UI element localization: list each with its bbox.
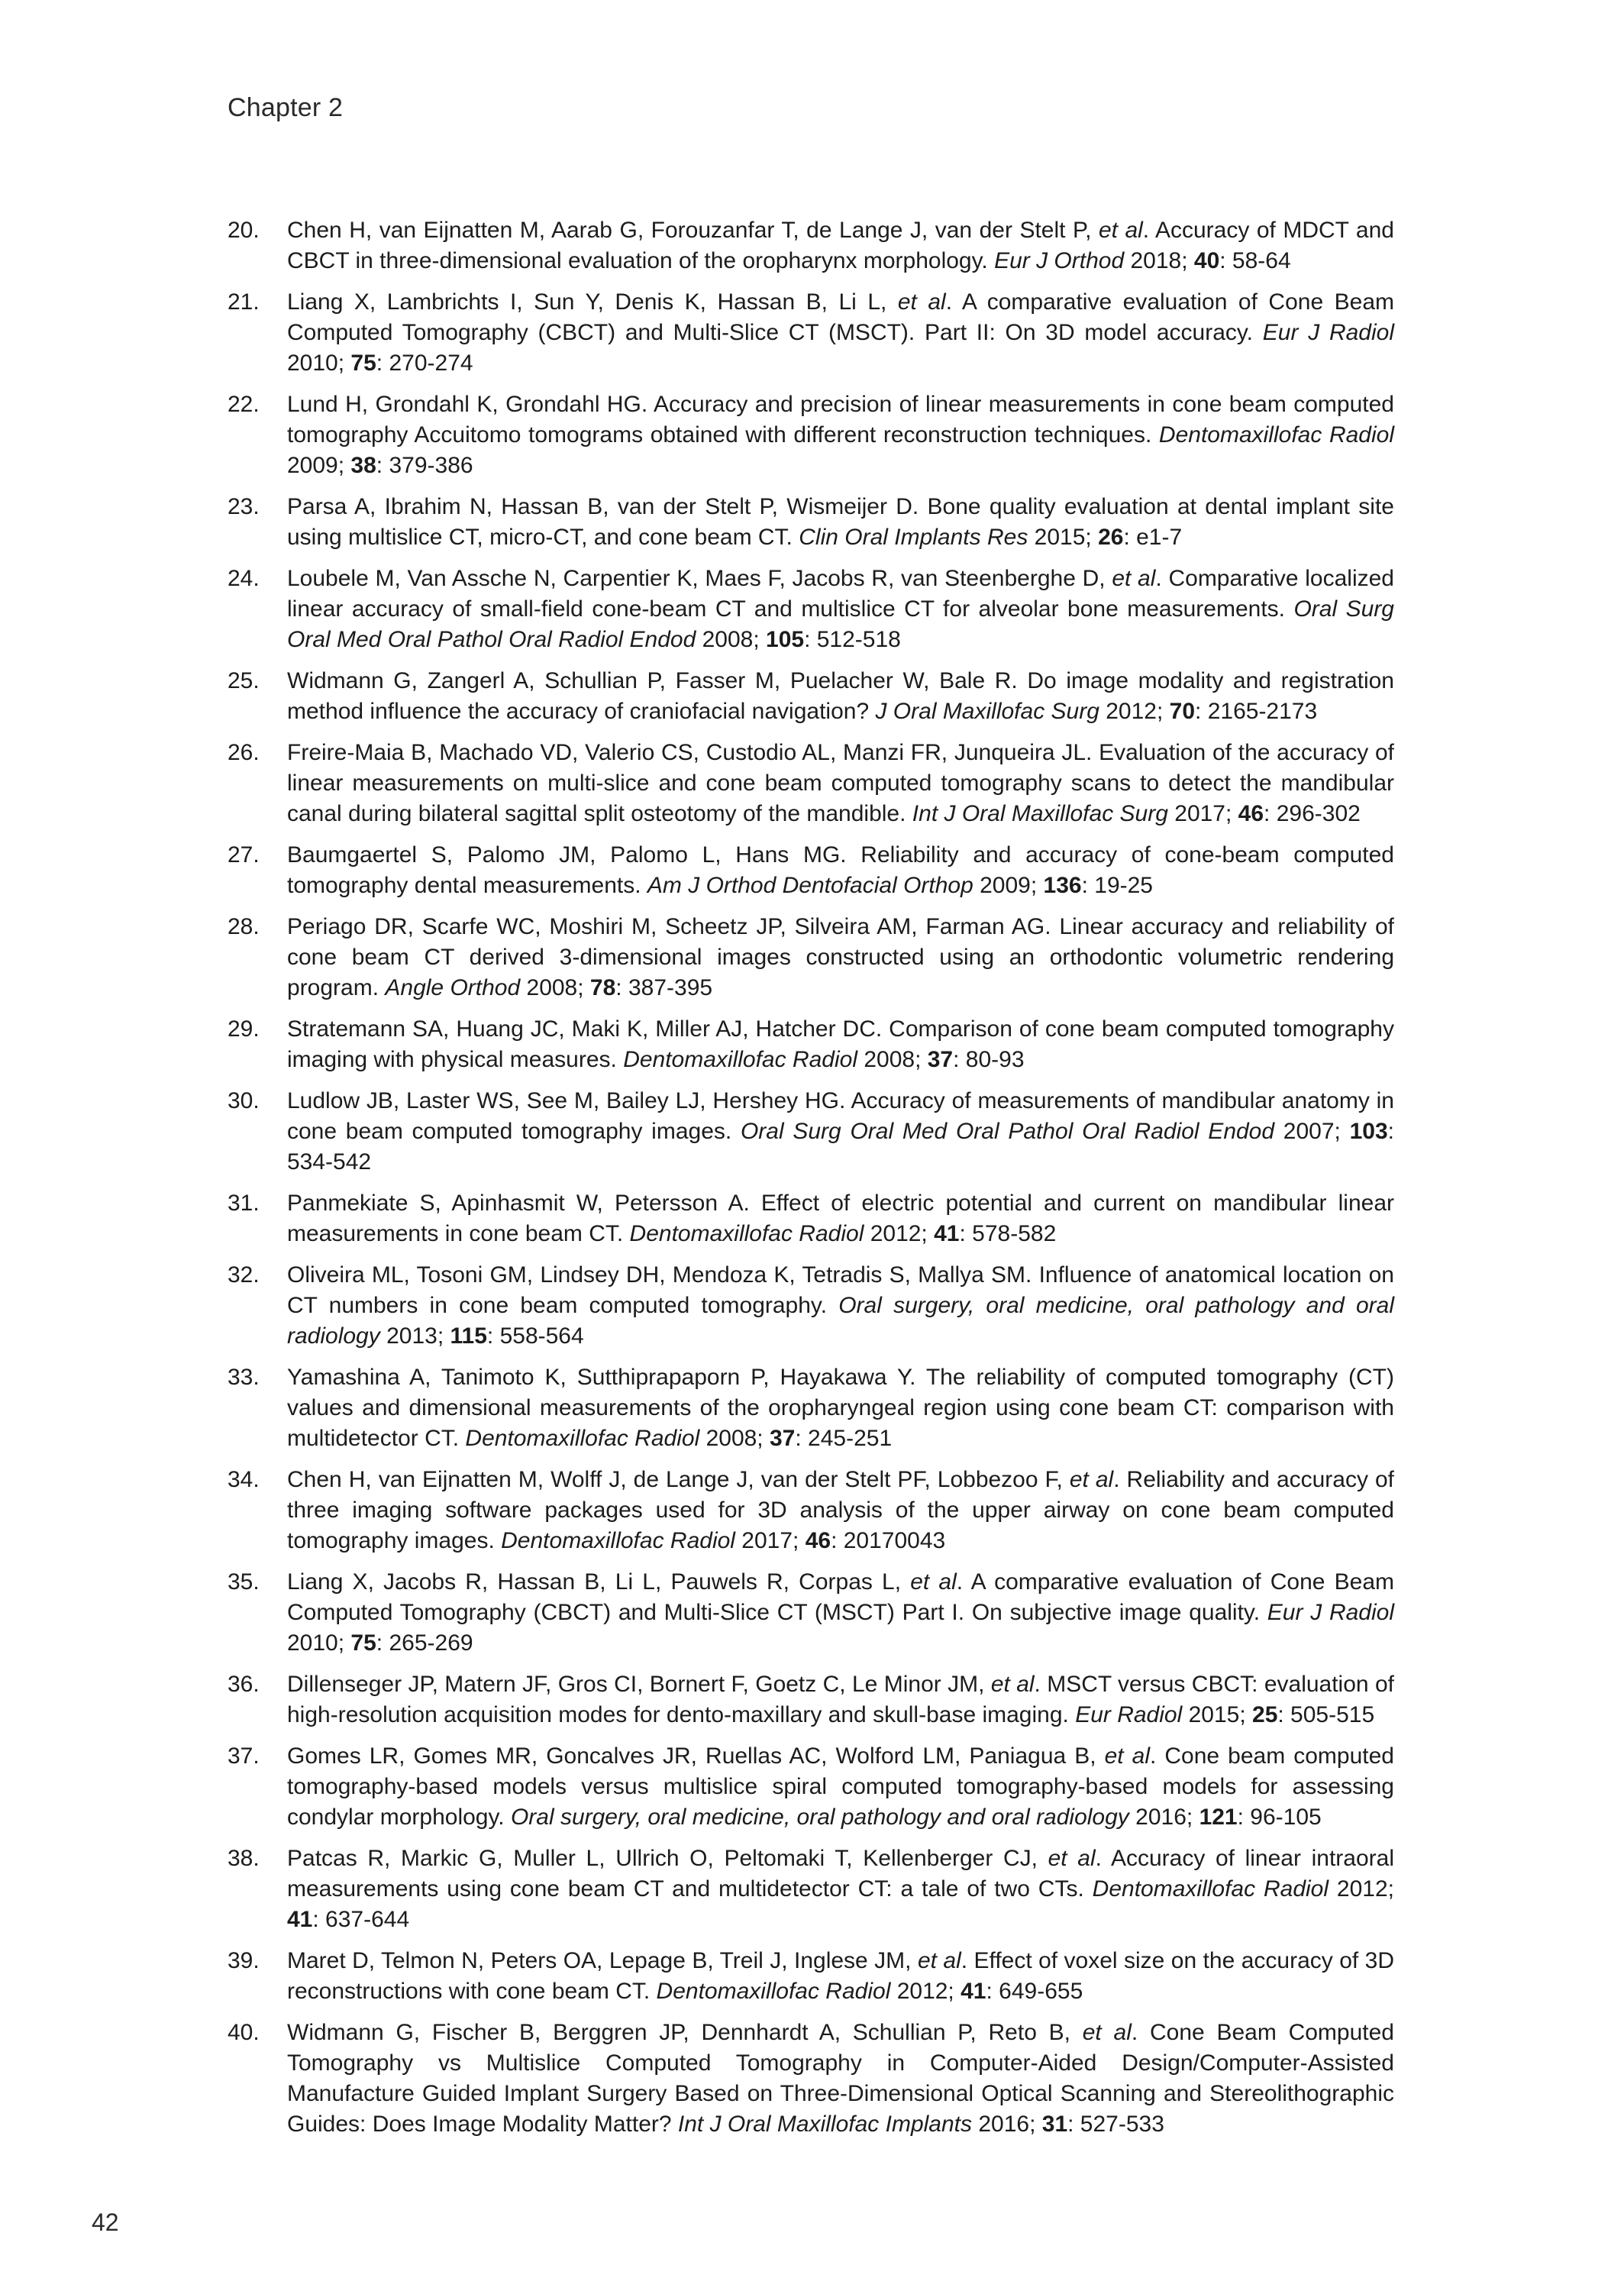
reference-number: 23.	[228, 494, 260, 519]
reference-year: 2015;	[1028, 525, 1099, 550]
reference-item	[228, 287, 1394, 379]
reference-year: 2008;	[699, 1426, 770, 1451]
reference-volume: 115	[450, 1323, 487, 1349]
reference-authors: Liang X, Jacobs R, Hassan B, Li L, Pauwels R, Corpas L,	[287, 1569, 911, 1595]
page-number: 42	[92, 2209, 119, 2236]
reference-etal: et al	[910, 1569, 957, 1595]
reference-volume: 103	[1349, 1119, 1388, 1144]
reference-volume: 78	[589, 975, 616, 1000]
reference-item	[228, 666, 1394, 727]
reference-item	[228, 1188, 1394, 1249]
reference-title: . Effect of voxel size on the accuracy of 3D reconstructions with cone beam CT.	[287, 1948, 1395, 2004]
reference-number: 24.	[228, 566, 260, 591]
reference-item	[228, 1362, 1394, 1454]
reference-item	[228, 738, 1394, 829]
reference-year: 2008;	[857, 1047, 928, 1072]
reference-volume: 75	[350, 351, 376, 376]
reference-pages: : 558-564	[486, 1323, 584, 1349]
reference-item	[228, 840, 1394, 901]
reference-volume: 31	[1041, 2112, 1068, 2137]
reference-authors: Widmann G, Zangerl A, Schullian P, Fasser M, Puelacher W, Bale R. Do image modality and registration method influence the accuracy of craniofacial navigation?	[287, 668, 1394, 724]
reference-authors: Chen H, van Eijnatten M, Aarab G, Forouzanfar T, de Lange J, van der Stelt P,	[287, 218, 1099, 243]
reference-pages: : 505-515	[1277, 1702, 1375, 1727]
reference-pages: : 534-542	[287, 1119, 1394, 1175]
reference-volume: 46	[1238, 801, 1264, 826]
reference-etal: et al	[1104, 1743, 1151, 1769]
reference-volume: 25	[1252, 1702, 1278, 1727]
reference-item	[228, 492, 1394, 553]
reference-year: 2008;	[696, 627, 767, 652]
reference-title: . Accuracy of linear intraoral measurements using cone beam CT and multidetector CT: a tale of two CTs.	[287, 1846, 1394, 1902]
reference-etal: et al	[897, 289, 946, 315]
reference-year: 2008;	[520, 975, 590, 1000]
reference-item	[228, 1014, 1394, 1075]
reference-title: . Cone beam computed tomography-based models versus multislice spiral computed tomography-based models for assessing condylar morphology.	[287, 1743, 1394, 1830]
reference-authors: Parsa A, Ibrahim N, Hassan B, van der Stelt P, Wismeijer D. Bone quality evaluation at dental implant site using multislice CT, micro-CT, and cone beam CT.	[287, 494, 1394, 550]
reference-volume: 75	[350, 1630, 376, 1656]
reference-journal: Angle Orthod	[385, 975, 521, 1000]
reference-pages: : 265-269	[376, 1630, 473, 1656]
reference-journal: J Oral Maxillofac Surg	[875, 699, 1099, 724]
reference-volume: 38	[350, 453, 376, 478]
reference-title: . Reliability and accuracy of three imaging software packages used for 3D analysis of the upper airway on cone beam computed tomography images.	[287, 1467, 1394, 1553]
reference-item	[228, 215, 1394, 276]
reference-number: 28.	[228, 914, 260, 939]
reference-etal: et al	[1048, 1846, 1096, 1871]
reference-year: 2010;	[287, 1630, 351, 1656]
reference-pages: : 270-274	[376, 351, 473, 376]
reference-journal: Dentomaxillofac Radiol	[1158, 422, 1394, 448]
reference-journal: Dentomaxillofac Radiol	[1092, 1876, 1329, 1902]
reference-pages: : 637-644	[312, 1907, 410, 1932]
reference-title: . Accuracy of MDCT and CBCT in three-dimensional evaluation of the oropharynx morphology.	[287, 218, 1394, 273]
reference-etal: et al	[1069, 1467, 1114, 1492]
reference-number: 21.	[228, 289, 260, 315]
reference-journal: Eur Radiol	[1075, 1702, 1183, 1727]
reference-number: 33.	[228, 1365, 260, 1390]
reference-year: 2012;	[1099, 699, 1170, 724]
reference-journal: Dentomaxillofac Radiol	[501, 1528, 735, 1553]
reference-year: 2018;	[1124, 248, 1194, 273]
reference-authors: Gomes LR, Gomes MR, Goncalves JR, Ruellas AC, Wolford LM, Paniagua B,	[287, 1743, 1105, 1769]
reference-volume: 41	[287, 1907, 313, 1932]
reference-item	[228, 1086, 1394, 1178]
reference-volume: 37	[769, 1426, 796, 1451]
reference-year: 2010;	[287, 351, 351, 376]
reference-volume: 46	[805, 1528, 831, 1553]
reference-number: 31.	[228, 1191, 260, 1216]
reference-year: 2012;	[890, 1979, 961, 2004]
reference-year: 2007;	[1274, 1119, 1350, 1144]
reference-year: 2012;	[864, 1221, 935, 1246]
reference-journal: Eur J Radiol	[1262, 320, 1394, 345]
reference-authors: Baumgaertel S, Palomo JM, Palomo L, Hans MG. Reliability and accuracy of cone-beam computed tomography dental measurements.	[287, 842, 1394, 898]
reference-volume: 70	[1169, 699, 1196, 724]
reference-item	[228, 1260, 1394, 1352]
reference-pages: : e1-7	[1123, 525, 1183, 550]
reference-volume: 37	[927, 1047, 954, 1072]
reference-item	[228, 389, 1394, 481]
reference-item	[228, 1669, 1394, 1730]
reference-authors: Liang X, Lambrichts I, Sun Y, Denis K, Hassan B, Li L,	[287, 289, 898, 315]
reference-pages: : 96-105	[1237, 1805, 1322, 1830]
reference-number: 32.	[228, 1262, 260, 1288]
reference-year: 2012;	[1329, 1876, 1394, 1902]
reference-pages: : 20170043	[831, 1528, 946, 1553]
reference-pages: : 649-655	[986, 1979, 1083, 2004]
reference-volume: 26	[1098, 525, 1124, 550]
reference-item	[228, 2018, 1394, 2140]
reference-pages: : 379-386	[376, 453, 473, 478]
reference-journal: Dentomaxillofac Radiol	[623, 1047, 857, 1072]
reference-authors: Periago DR, Scarfe WC, Moshiri M, Scheetz JP, Silveira AM, Farman AG. Linear accuracy and reliability of cone beam CT derived 3-dimensional images constructed using an orthodontic volumetric rendering program.	[287, 914, 1394, 1000]
reference-authors: Oliveira ML, Tosoni GM, Lindsey DH, Mendoza K, Tetradis S, Mallya SM. Influence of anatomical location on CT numbers in cone beam computed tomography.	[287, 1262, 1394, 1318]
reference-etal: et al	[1082, 2020, 1132, 2045]
reference-number: 22.	[228, 392, 260, 417]
reference-pages: : 58-64	[1219, 248, 1291, 273]
reference-number: 29.	[228, 1016, 260, 1042]
reference-volume: 41	[934, 1221, 960, 1246]
reference-pages: : 80-93	[953, 1047, 1025, 1072]
reference-pages: : 19-25	[1081, 873, 1153, 898]
reference-etal: et al	[1098, 218, 1143, 243]
reference-number: 26.	[228, 740, 260, 765]
reference-number: 34.	[228, 1467, 260, 1492]
reference-etal: et al	[1112, 566, 1156, 591]
reference-number: 39.	[228, 1948, 260, 1973]
reference-authors: Ludlow JB, Laster WS, See M, Bailey LJ, Hershey HG. Accuracy of measurements of mandibular anatomy in cone beam computed tomography images.	[287, 1088, 1394, 1144]
reference-volume: 40	[1193, 248, 1220, 273]
reference-item	[228, 1741, 1394, 1833]
reference-authors: Chen H, van Eijnatten M, Wolff J, de Lange J, van der Stelt PF, Lobbezoo F,	[287, 1467, 1070, 1492]
reference-number: 25.	[228, 668, 260, 693]
reference-authors: Yamashina A, Tanimoto K, Sutthiprapaporn P, Hayakawa Y. The reliability of computed tomography (CT) values and dimensional measurements of the oropharyngeal region using cone beam CT: comparison with multidetector CT.	[287, 1365, 1394, 1451]
reference-pages: : 578-582	[959, 1221, 1057, 1246]
reference-number: 38.	[228, 1846, 260, 1871]
reference-authors: Patcas R, Markic G, Muller L, Ullrich O, Peltomaki T, Kellenberger CJ,	[287, 1846, 1048, 1871]
reference-number: 36.	[228, 1672, 260, 1697]
reference-pages: : 296-302	[1264, 801, 1361, 826]
reference-list	[228, 215, 1394, 2150]
reference-item	[228, 1465, 1394, 1556]
reference-authors: Maret D, Telmon N, Peters OA, Lepage B, Treil J, Inglese JM,	[287, 1948, 918, 1973]
reference-pages: : 387-395	[615, 975, 713, 1000]
reference-journal: Am J Orthod Dentofacial Orthop	[647, 873, 973, 898]
reference-number: 40.	[228, 2020, 260, 2045]
reference-pages: : 245-251	[795, 1426, 893, 1451]
reference-journal: Dentomaxillofac Radiol	[465, 1426, 700, 1451]
reference-journal: Oral Surg Oral Med Oral Pathol Oral Radiol Endod	[287, 596, 1394, 652]
reference-item	[228, 564, 1394, 655]
reference-authors: Panmekiate S, Apinhasmit W, Petersson A. Effect of electric potential and current on mandibular linear measurements in cone beam CT.	[287, 1191, 1394, 1246]
reference-pages: : 527-533	[1067, 2112, 1164, 2137]
reference-journal: Oral surgery, oral medicine, oral pathology and oral radiology	[287, 1293, 1394, 1349]
reference-item	[228, 912, 1394, 1003]
reference-year: 2013;	[379, 1323, 450, 1349]
reference-etal: et al	[917, 1948, 961, 1973]
reference-volume: 41	[961, 1979, 986, 2004]
reference-authors: Lund H, Grondahl K, Grondahl HG. Accuracy and precision of linear measurements in cone beam computed tomography Accuitomo tomograms obtained with different reconstruction techniques.	[287, 392, 1394, 448]
reference-item	[228, 1946, 1394, 2007]
reference-journal: Int J Oral Maxillofac Implants	[677, 2112, 973, 2137]
chapter-header: Chapter 2	[228, 93, 344, 122]
reference-item	[228, 1843, 1394, 1935]
reference-volume: 136	[1043, 873, 1082, 898]
reference-year: 2009;	[287, 453, 351, 478]
reference-pages: : 512-518	[804, 627, 901, 652]
reference-title: . MSCT versus CBCT: evaluation of high-resolution acquisition modes for dento-maxillary and skull-base imaging.	[287, 1672, 1394, 1727]
reference-etal: et al	[990, 1672, 1035, 1697]
reference-title: . A comparative evaluation of Cone Beam Computed Tomography (CBCT) and Multi-Slice CT (MSCT). Part II: On 3D model accuracy.	[287, 289, 1394, 345]
reference-year: 2016;	[1128, 1805, 1199, 1830]
reference-journal: Eur J Orthod	[994, 248, 1125, 273]
reference-journal: Clin Oral Implants Res	[799, 525, 1028, 550]
reference-number: 30.	[228, 1088, 260, 1113]
reference-number: 20.	[228, 218, 260, 243]
reference-pages: : 2165-2173	[1195, 699, 1318, 724]
reference-journal: Int J Oral Maxillofac Surg	[912, 801, 1168, 826]
reference-journal: Oral surgery, oral medicine, oral pathology and oral radiology	[510, 1805, 1129, 1830]
reference-journal: Dentomaxillofac Radiol	[656, 1979, 891, 2004]
reference-authors: Dillenseger JP, Matern JF, Gros CI, Bornert F, Goetz C, Le Minor JM,	[287, 1672, 991, 1697]
reference-authors: Loubele M, Van Assche N, Carpentier K, Maes F, Jacobs R, van Steenberghe D,	[287, 566, 1112, 591]
reference-year: 2017;	[735, 1528, 806, 1553]
reference-authors: Freire-Maia B, Machado VD, Valerio CS, Custodio AL, Manzi FR, Junqueira JL. Evaluation of the accuracy of linear measurements on multi-slice and cone beam computed tomography scans to detect the mandibular canal during bilateral sagittal split osteotomy of the mandible.	[287, 740, 1394, 826]
reference-authors: Widmann G, Fischer B, Berggren JP, Dennhardt A, Schullian P, Reto B,	[287, 2020, 1083, 2045]
reference-volume: 105	[766, 627, 805, 652]
reference-volume: 121	[1199, 1805, 1238, 1830]
reference-number: 35.	[228, 1569, 260, 1595]
reference-journal: Oral Surg Oral Med Oral Pathol Oral Radiol Endod	[740, 1119, 1275, 1144]
reference-authors: Stratemann SA, Huang JC, Maki K, Miller AJ, Hatcher DC. Comparison of cone beam computed tomography imaging with physical measures.	[287, 1016, 1394, 1072]
reference-year: 2015;	[1182, 1702, 1253, 1727]
reference-year: 2016;	[972, 2112, 1042, 2137]
reference-title: . Comparative localized linear accuracy of small-field cone-beam CT and multislice CT for alveolar bone measurements.	[287, 566, 1394, 622]
reference-journal: Eur J Radiol	[1267, 1600, 1395, 1625]
reference-title: . A comparative evaluation of Cone Beam Computed Tomography (CBCT) and Multi-Slice CT (MSCT) Part I. On subjective image quality.	[287, 1569, 1394, 1625]
reference-journal: Dentomaxillofac Radiol	[629, 1221, 864, 1246]
reference-year: 2017;	[1167, 801, 1238, 826]
reference-year: 2009;	[973, 873, 1044, 898]
reference-title: . Cone Beam Computed Tomography vs Multislice Computed Tomography in Computer-Aided Design/Computer-Assisted Manufacture Guided Implant Surgery Based on Three-Dimensional Optical Scanning and Stereolithographic Guides: Does Image Modality Matter?	[287, 2020, 1394, 2137]
reference-number: 37.	[228, 1743, 260, 1769]
reference-number: 27.	[228, 842, 260, 868]
reference-item	[228, 1567, 1394, 1659]
